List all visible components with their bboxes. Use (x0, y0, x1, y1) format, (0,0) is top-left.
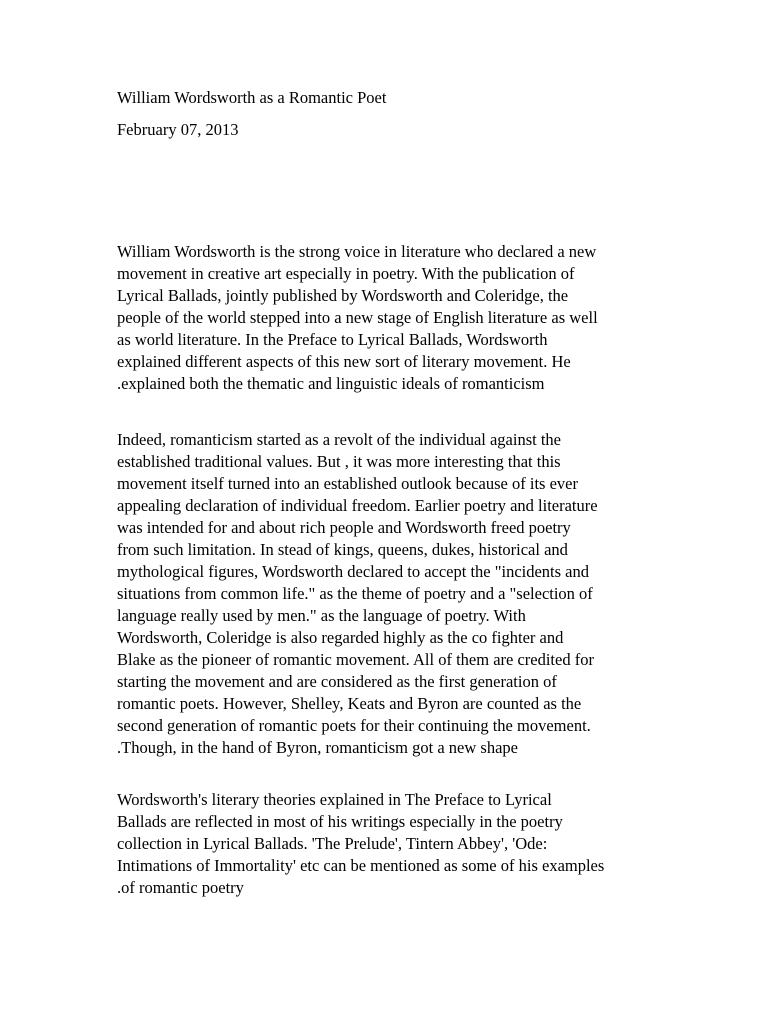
paragraph-line: explained different aspects of this new sort of literary movement. He (117, 352, 571, 371)
paragraph-line: starting the movement and are considered as the first generation of (117, 672, 557, 691)
paragraph-line: situations from common life." as the theme of poetry and a "selection of (117, 584, 593, 603)
paragraph-line: .Though, in the hand of Byron, romanticism got a new shape (117, 738, 518, 757)
paragraph-line: language really used by men." as the language of poetry. With (117, 606, 526, 625)
paragraph-line: Ballads are reflected in most of his writings especially in the poetry (117, 812, 563, 831)
paragraph-line: romantic poets. However, Shelley, Keats and Byron are counted as the (117, 694, 582, 713)
paragraph-line: .explained both the thematic and linguistic ideals of romanticism (117, 374, 545, 393)
paragraph-line: Blake as the pioneer of romantic movement. All of them are credited for (117, 650, 594, 669)
paragraph-line: established traditional values. But , it was more interesting that this (117, 452, 561, 471)
paragraph-line: William Wordsworth is the strong voice in literature who declared a new (117, 242, 597, 261)
paragraph-line: .of romantic poetry (117, 878, 244, 897)
paragraph-line: Wordsworth, Coleridge is also regarded highly as the co fighter and (117, 628, 564, 647)
paragraph-line: Intimations of Immortality' etc can be mentioned as some of his examples (117, 856, 605, 875)
paragraph-line: Lyrical Ballads, jointly published by Wordsworth and Coleridge, the (117, 286, 569, 305)
paragraph-line: second generation of romantic poets for their continuing the movement. (117, 716, 591, 735)
paragraph-line: from such limitation. In stead of kings, queens, dukes, historical and (117, 540, 568, 559)
paragraph-line: Indeed, romanticism started as a revolt of the individual against the (117, 430, 561, 449)
paragraph-line: Wordsworth's literary theories explained in The Preface to Lyrical (117, 790, 552, 809)
paragraph-line: movement in creative art especially in poetry. With the publication of (117, 264, 575, 283)
paragraph-line: people of the world stepped into a new stage of English literature as well (117, 308, 598, 327)
paragraph-line: movement itself turned into an established outlook because of its ever (117, 474, 578, 493)
document-title: William Wordsworth as a Romantic Poet (117, 88, 387, 107)
paragraph-line: mythological figures, Wordsworth declared to accept the "incidents and (117, 562, 589, 581)
paragraph-line: appealing declaration of individual freedom. Earlier poetry and literature (117, 496, 598, 515)
paragraph-line: was intended for and about rich people and Wordsworth freed poetry (117, 518, 571, 537)
paragraph-line: as world literature. In the Preface to Lyrical Ballads, Wordsworth (117, 330, 548, 349)
document-date: February 07, 2013 (117, 120, 239, 139)
paragraph-line: collection in Lyrical Ballads. 'The Prelude', Tintern Abbey', 'Ode: (117, 834, 548, 853)
